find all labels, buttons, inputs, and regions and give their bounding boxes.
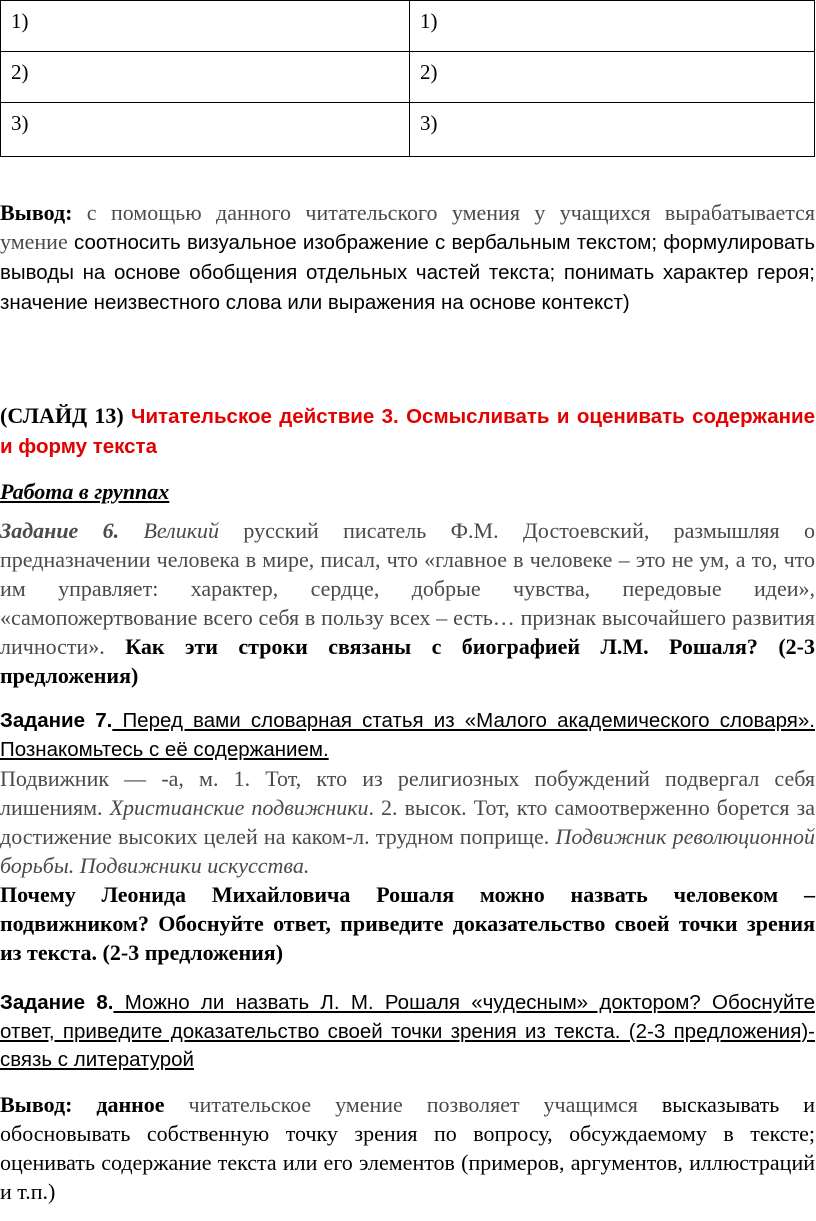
task-8-text: Можно ли назвать Л. М. Рошаля «чудесным» доктором? Обоснуйте ответ, приведите доказательство своей точки зрения из текста. (2-3 предложения)-связь с литературой: [0, 991, 815, 1071]
entry-definition-1: Подвижник — -а, м. 1. Тот, кто из религиозных побуждений подвергал себя лишениям.: [0, 766, 815, 820]
group-work-label: Работа в группах: [0, 479, 170, 504]
conclusion-paragraph-2: [0, 1090, 815, 1206]
table-cell: 2): [1, 52, 410, 103]
group-work-heading: [0, 477, 815, 506]
task-7: [0, 707, 815, 967]
table-row: [1, 52, 815, 103]
task-6-text: русский писатель Ф.М. Достоевский, размышляя о предназначении человека в мире, писал, что «главное в человеке – это не ум, а то, что им управляет: характер, сердце, добрые чувства, передовые идеи», «самопожертвование всего себя в пользу всех – есть… признак высочайшего развития личности».: [0, 518, 815, 659]
entry-definition-2: . 2. высок. Тот, кто самоотверженно борется за достижение высоких целей на каком-л. трудном поприще.: [0, 795, 815, 849]
task-6-italic: Великий: [119, 518, 220, 543]
dictionary-entry: [0, 764, 815, 880]
table-row: [1, 103, 815, 157]
conclusion-grey-text: с помощью данного читательского умения у учащихся вырабатывается умение: [0, 200, 815, 254]
conclusion-body-text: соотносить визуальное изображение с вербальным текстом; формулировать выводы на основе обобщения отдельных частей текста; понимать характер героя; значение неизвестного слова или выражения на основе контекст): [0, 231, 815, 314]
task-6-question: Как эти строки связаны с биографией Л.М. Рошаля? (2-3 предложения): [0, 634, 815, 688]
entry-example-1: Христианские подвижники: [102, 795, 369, 820]
task-6-label: Задание 6.: [0, 518, 120, 543]
table-cell: 3): [410, 103, 815, 157]
conclusion-label: Вывод:: [0, 200, 73, 225]
task-8: [0, 989, 815, 1075]
task-7-question: Почему Леонида Михайловича Рошаля можно назвать человеком – подвижником? Обоснуйте ответ, приведите доказательство своей точки зрения из текста. (2-3 предложения): [0, 882, 815, 965]
table-cell: 1): [410, 1, 815, 52]
table-row: [1, 1, 815, 52]
task-8-label: Задание 8.: [0, 991, 114, 1014]
conclusion-2-body-text: высказывать и обосновывать собственную точку зрения по вопросу, обсуждаемому в тексте; оценивать содержание текста или его элементов (примеров, аргументов, иллюстраций и т.п.): [0, 1092, 815, 1204]
slide-heading: [0, 401, 815, 461]
slide-number: (СЛАЙД 13): [0, 403, 124, 428]
table-cell: 1): [1, 1, 410, 52]
conclusion-2-grey-text: читательское умение позволяет учащимся: [164, 1092, 638, 1117]
conclusion-2-label: Вывод: данное: [0, 1092, 165, 1117]
entry-example-2: Подвижник революционной борьбы. Подвижники искусства.: [0, 824, 815, 878]
task-7-label: Задание 7.: [0, 709, 113, 732]
task-7-intro: Перед вами словарная статья из «Малого академического словаря». Познакомьтесь с её содержанием.: [0, 709, 815, 761]
table-cell: 3): [1, 103, 410, 157]
slide-title: Читательское действие 3. Осмысливать и оценивать содержание и форму текста: [0, 405, 815, 458]
table-cell: 2): [410, 52, 815, 103]
task-6: [0, 516, 815, 690]
answer-table: [0, 0, 815, 157]
conclusion-paragraph-1: [0, 198, 815, 317]
